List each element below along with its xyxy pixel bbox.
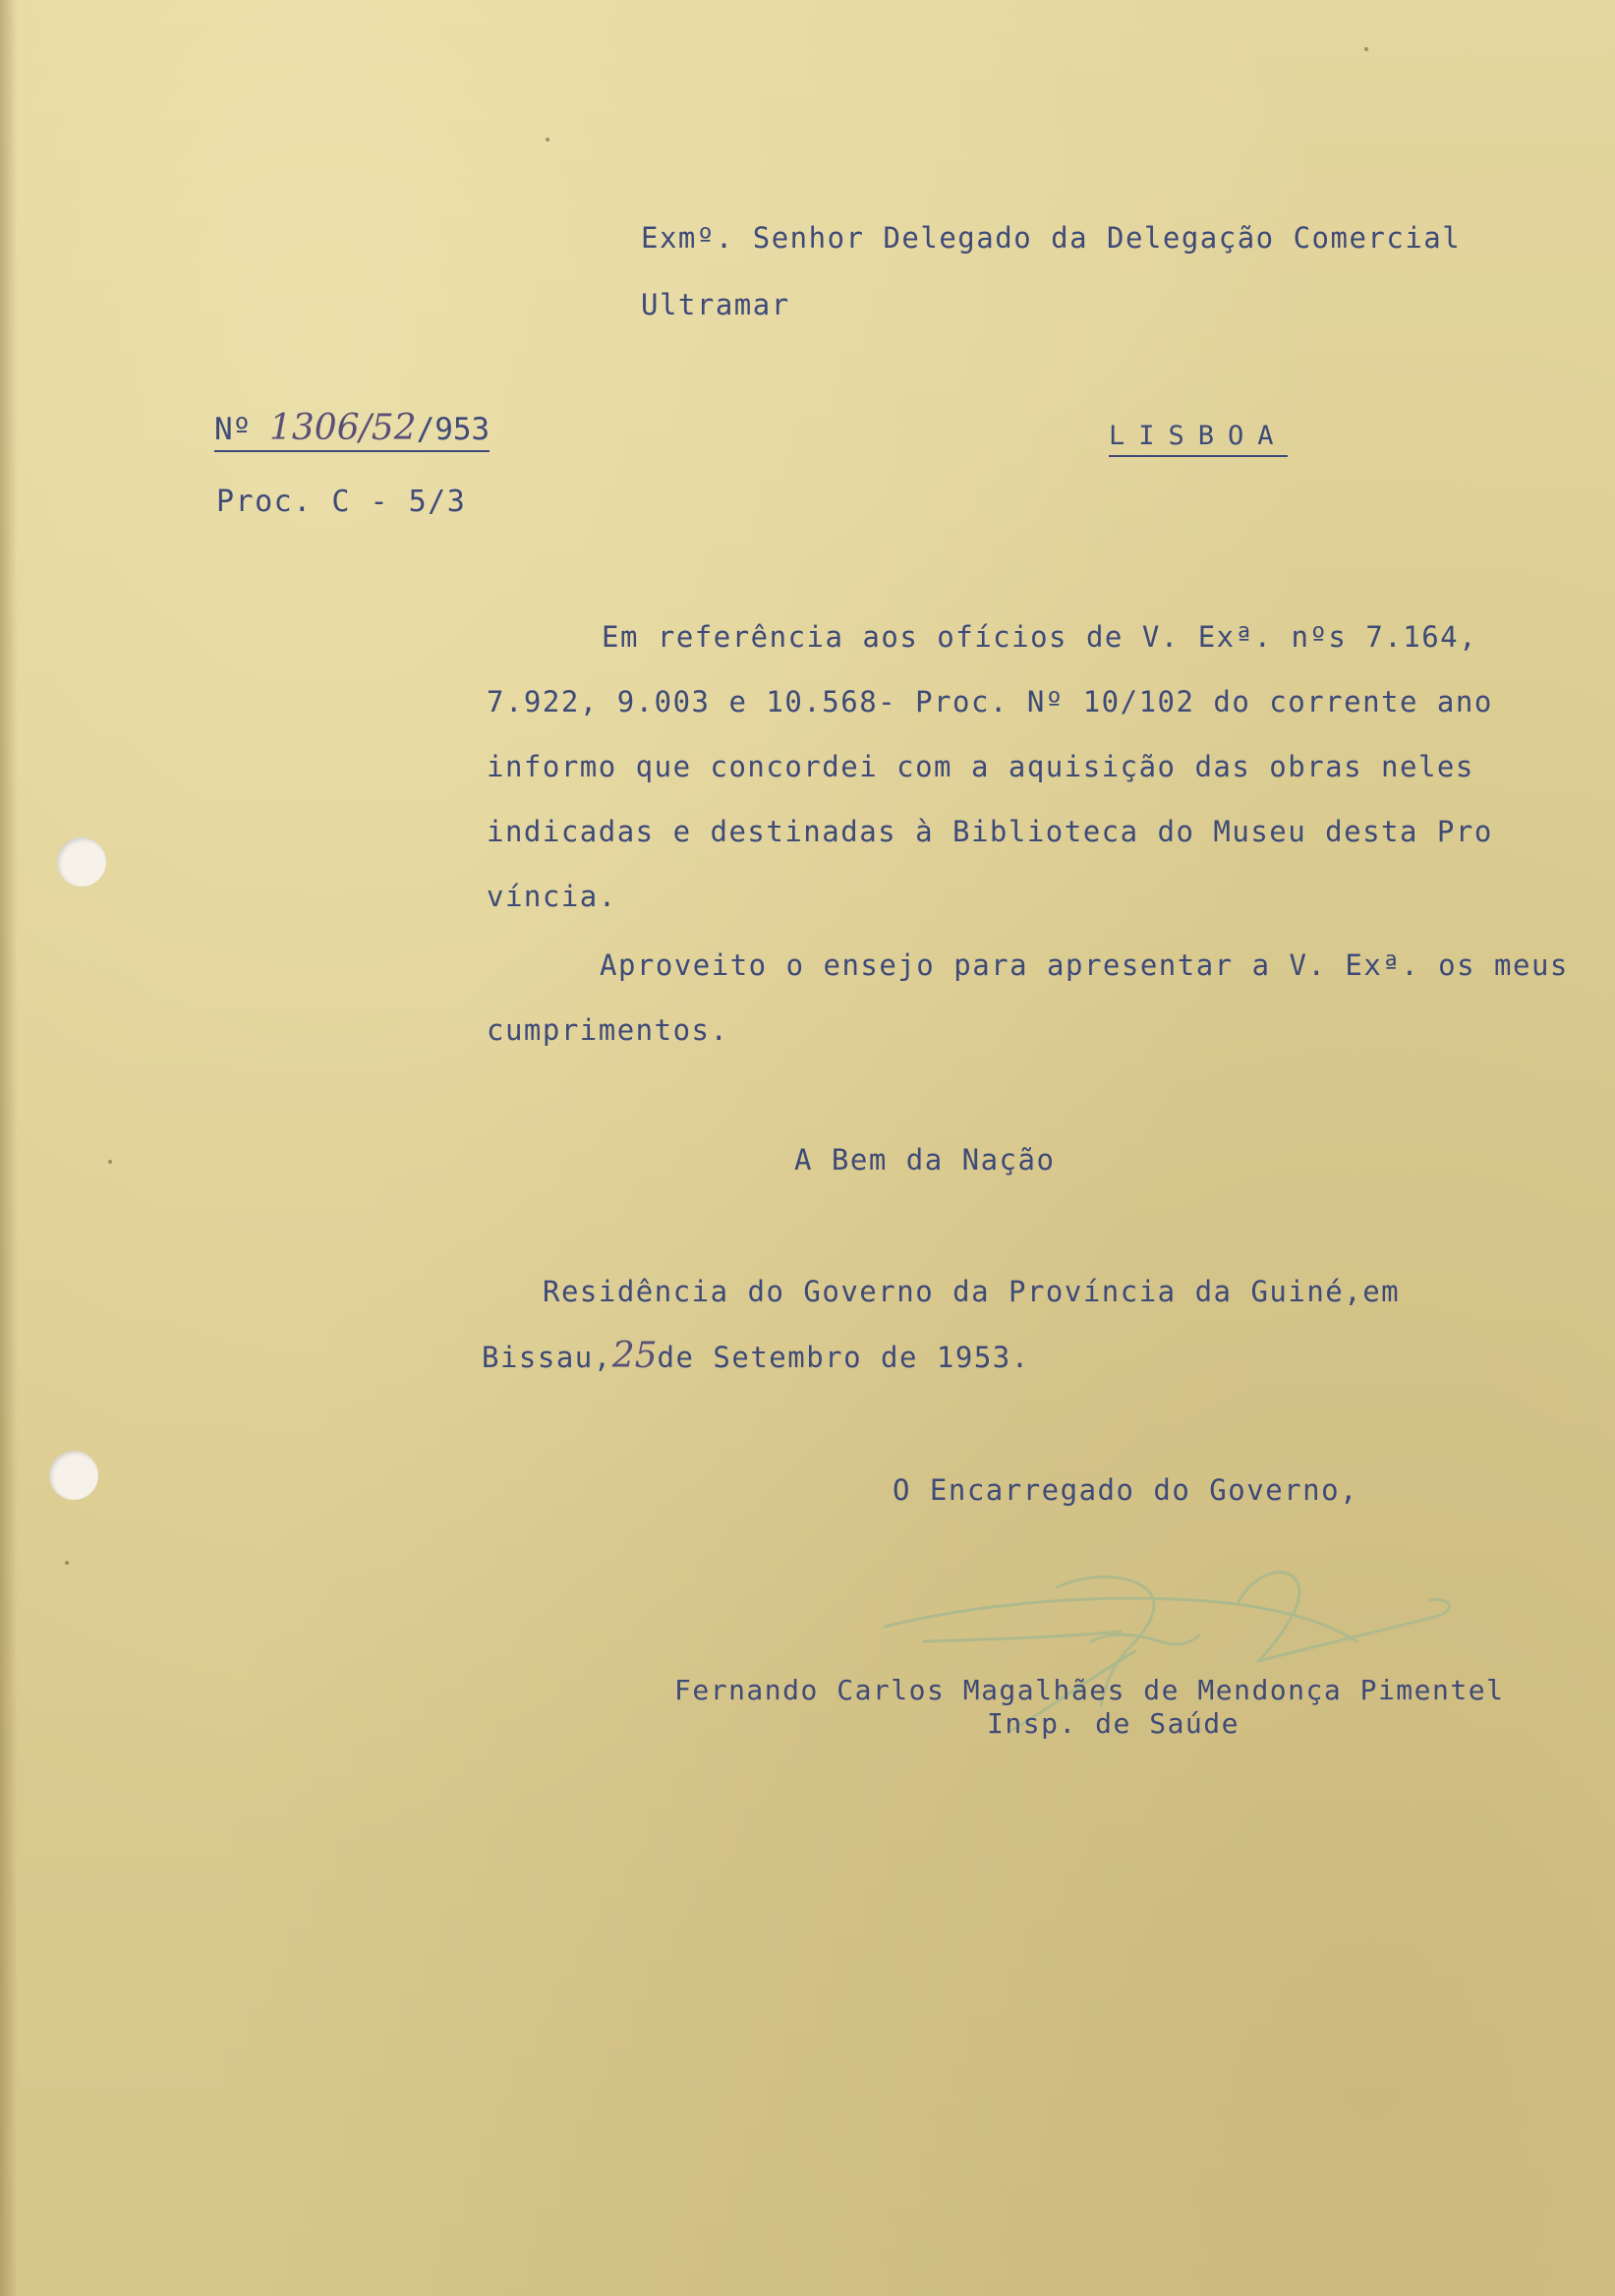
signatory-name: Fernando Carlos Magalhães de Mendonça Pimentel	[674, 1674, 1505, 1706]
signatory-role: Insp. de Saúde	[987, 1707, 1240, 1740]
date-place: Bissau,	[482, 1341, 612, 1374]
place-line: Residência do Governo da Província da Guiné,em	[543, 1275, 1401, 1308]
paper-speck	[546, 138, 549, 142]
signature-stroke	[1239, 1573, 1449, 1661]
body-line-2: 7.922, 9.003 e 10.568- Proc. Nº 10/102 do corrente ano	[487, 685, 1493, 718]
body-line-5: víncia.	[487, 880, 617, 913]
date-line	[482, 1336, 1030, 1376]
paper-speck	[65, 1561, 69, 1565]
punch-hole-lower	[49, 1451, 98, 1500]
closing-line-2: cumprimentos.	[487, 1013, 729, 1047]
signature-stroke	[1091, 1635, 1199, 1644]
reference-prefix: Nº	[214, 412, 269, 447]
page-edge-shadow	[0, 0, 18, 2296]
paper-speck	[1364, 47, 1368, 51]
reference-year: /953	[416, 412, 490, 447]
body-line-4: indicadas e destinadas à Biblioteca do Museu desta Pro	[487, 815, 1493, 848]
closing-line-1: Aproveito o ensejo para apresentar a V. Exª. os meus	[600, 948, 1569, 982]
addressee-line-2: Ultramar	[641, 288, 790, 321]
process-number: Proc. C - 5/3	[216, 485, 467, 519]
reference-number	[214, 408, 490, 452]
date-day-handwritten: 25	[611, 1336, 658, 1376]
addressee-line-1: Exmº. Senhor Delegado da Delegação Comercial	[641, 221, 1462, 255]
motto: A Bem da Nação	[794, 1143, 1056, 1177]
body-line-1: Em referência aos ofícios de V. Exª. nºs 7.164,	[602, 620, 1478, 654]
reference-handwritten-number: 1306/52	[269, 408, 417, 448]
body-line-3: informo que concordei com a aquisição das obras neles	[487, 750, 1474, 783]
signatory-title: O Encarregado do Governo,	[893, 1473, 1358, 1507]
date-rest: de Setembro de 1953.	[657, 1341, 1030, 1374]
paper-speck	[108, 1160, 112, 1164]
punch-hole-upper	[57, 837, 106, 887]
destination-city: LISBOA	[1109, 423, 1288, 457]
